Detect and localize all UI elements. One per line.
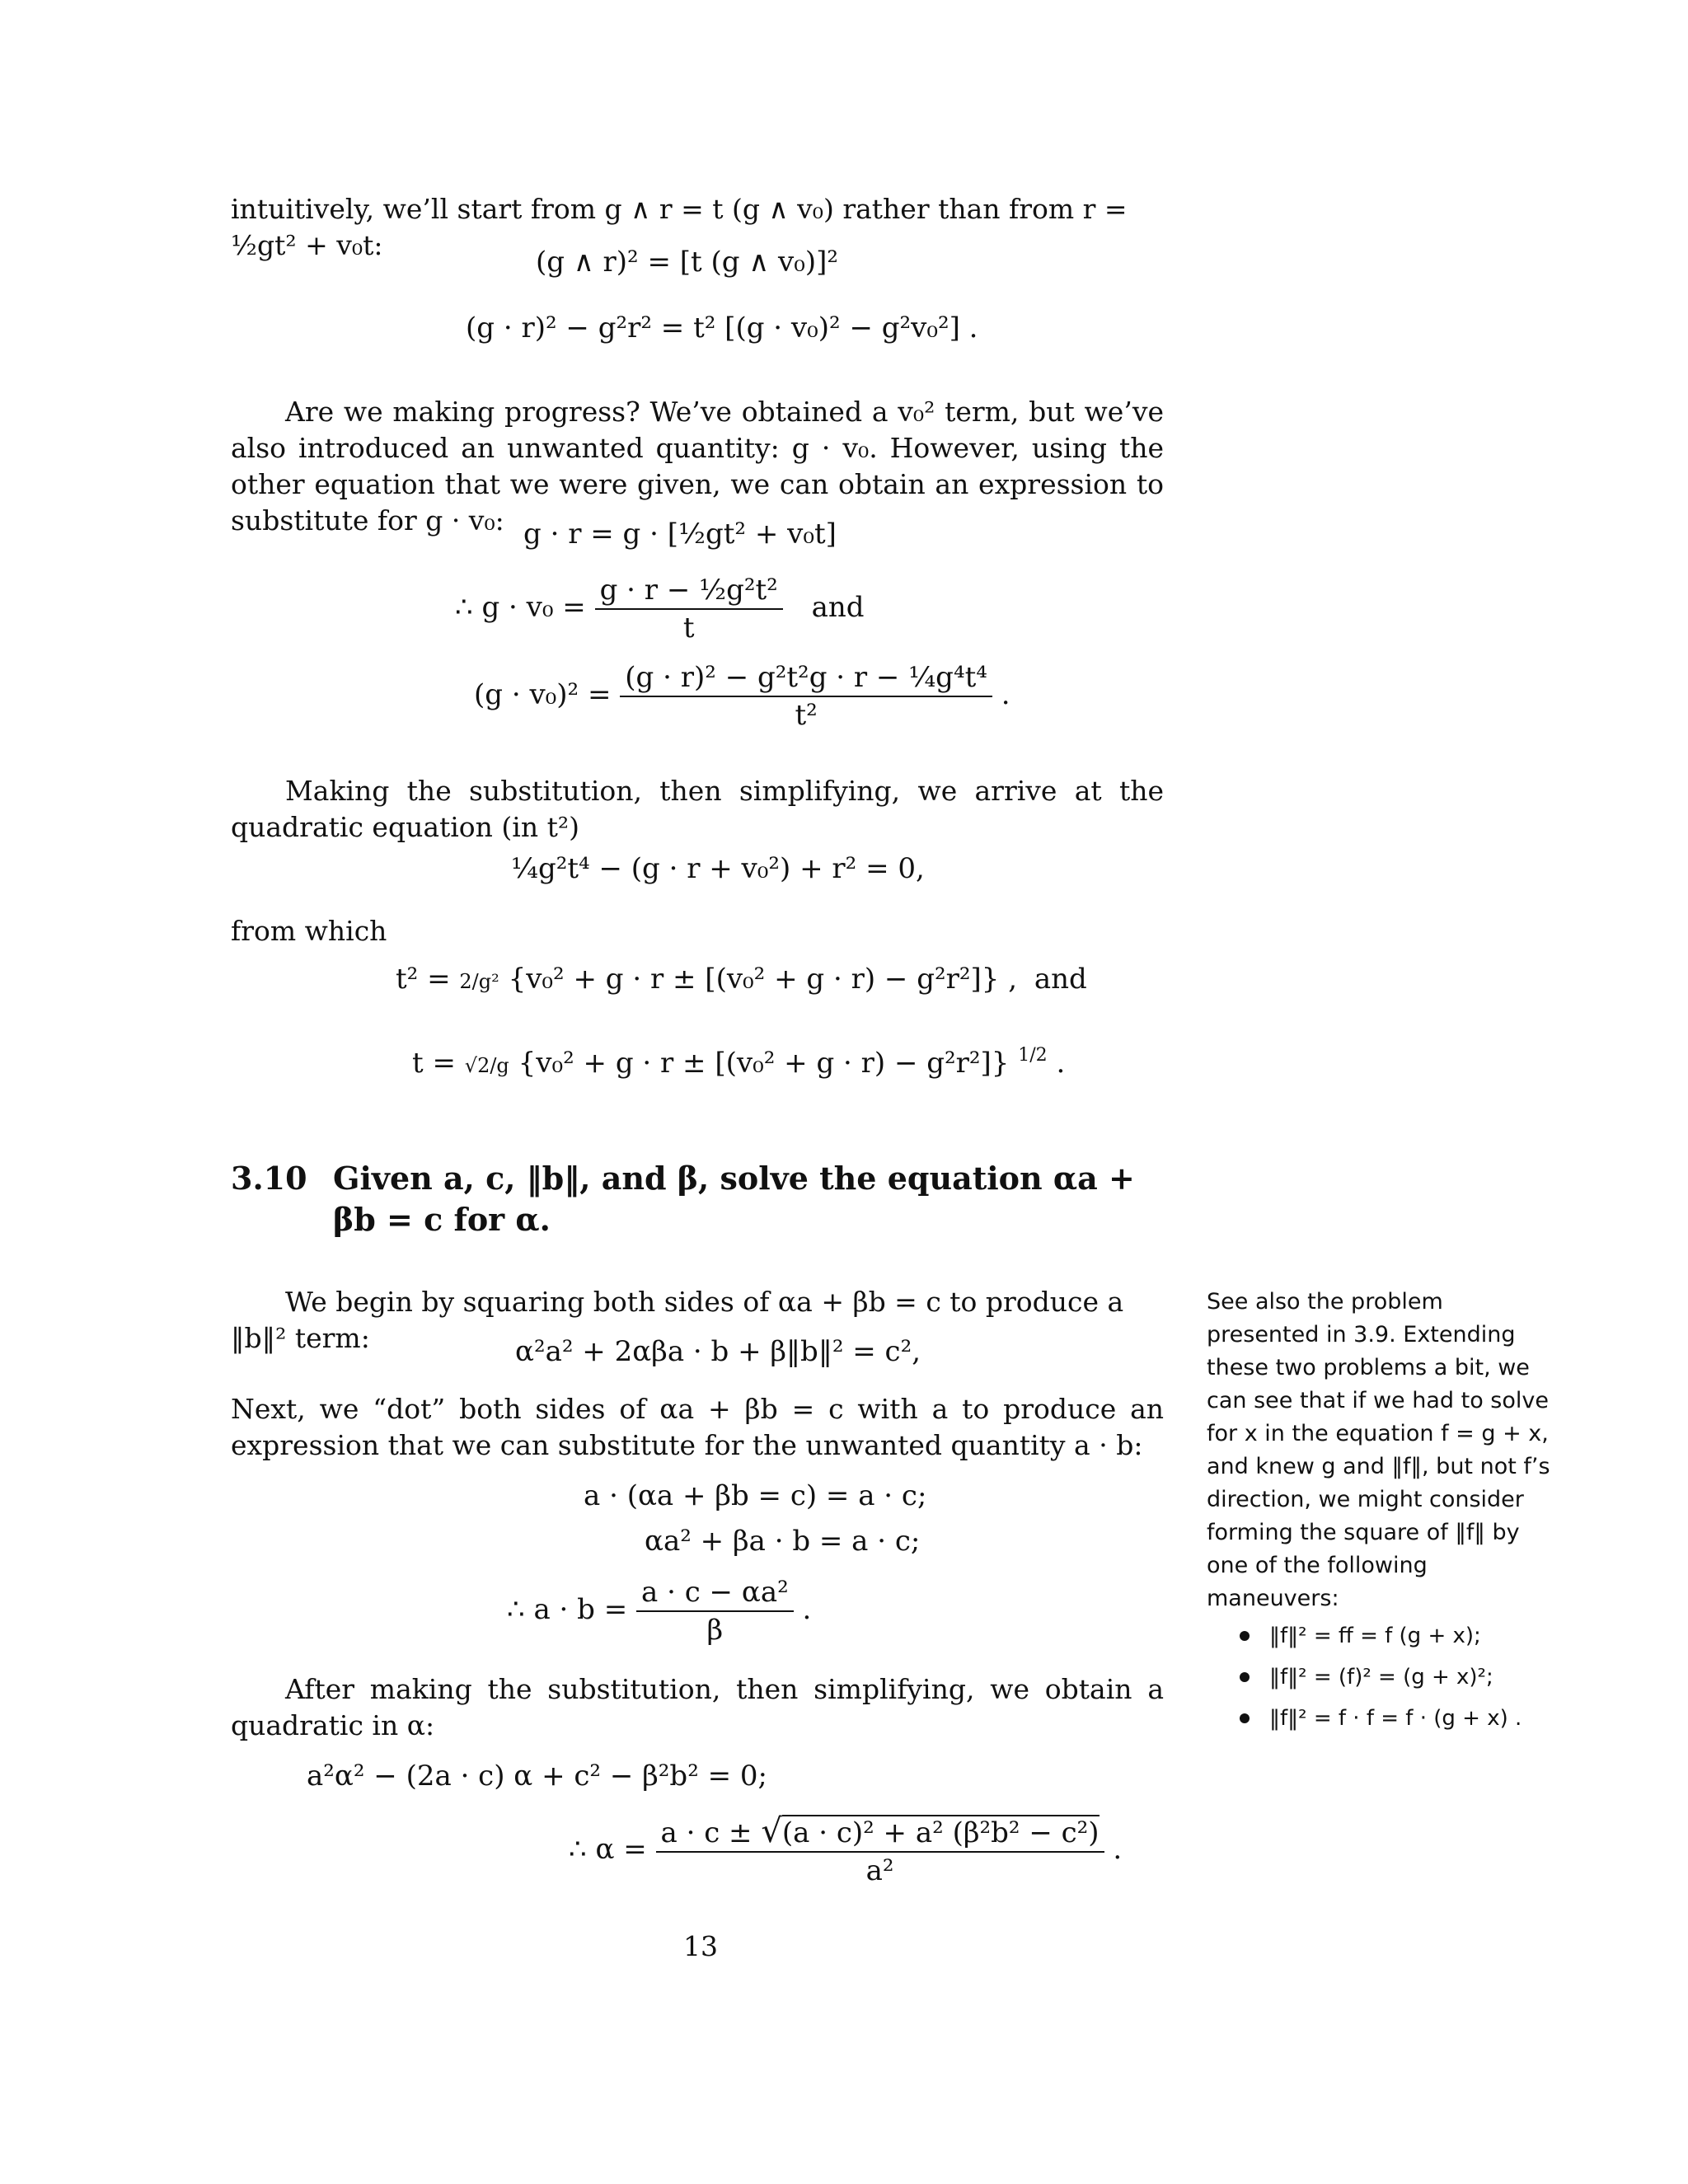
list-item-text: ‖f‖² = (f)² = (g + x)²; (1269, 1665, 1493, 1690)
fraction (656, 1813, 1104, 1889)
equation-wedge-squared (536, 246, 838, 279)
fraction-denominator: a² (865, 1854, 894, 1887)
equation-line: (g · r)² − g²r² = t² [(g · v₀)² − g²v₀²] . (466, 312, 978, 344)
fraction (595, 572, 783, 646)
equation-quadratic-t2 (511, 852, 925, 885)
equation-line: g · r = g · [½gt² + v₀t] (523, 518, 837, 551)
equation-alpha-solution (569, 1813, 1122, 1889)
equation-body: {v₀² + g · r ± [(v₀² + g · r) − g²r²]} (518, 1047, 1010, 1080)
page-number-text: 13 (683, 1930, 718, 1962)
section-number: 3.10 (231, 1160, 307, 1197)
equation-g-dot-v0 (455, 572, 865, 646)
equation-dot-line1 (584, 1479, 926, 1512)
equation-g-dot-r (523, 518, 837, 551)
radicand: (a · c)² + a² (β²b² − c²) (781, 1816, 1100, 1849)
equation-punctuation: . (802, 1593, 812, 1626)
equation-conjunction: and (811, 591, 865, 624)
margin-note-text: See also the problem presented in 3.9. Extending these two problems a bit, we can see that if we had to solve for x in the equation f = g + x, and knew g and ‖f‖, but not f’s direction, we might consider forming the square of ‖f‖ by one of the following maneuvers: (1207, 1289, 1550, 1611)
fraction-numerator: g · r − ½g²t² (595, 572, 783, 610)
equation-dot-line2 (645, 1525, 920, 1558)
equation-squared-sides (515, 1335, 921, 1368)
fraction (636, 1574, 794, 1648)
equation-lhs: t = (412, 1047, 456, 1080)
equation-punctuation: . (1056, 1047, 1066, 1080)
equation-line: a²α² − (2a · c) α + c² − β²b² = 0; (307, 1760, 768, 1793)
equation-line: a · (αa + βb = c) = a · c; (584, 1479, 927, 1512)
equation-line: α²a² + 2αβa · b + β‖b‖² = c², (515, 1335, 921, 1368)
square-root-icon: √ (761, 1812, 782, 1850)
paragraph-text: After making the substitution, then simplifying, we obtain a quadratic in α: (231, 1673, 1164, 1741)
equation-lhs: ∴ g · v₀ = (455, 591, 586, 624)
margin-note (1207, 1286, 1553, 1615)
equation-line: αa² + βa · b = a · c; (645, 1525, 921, 1558)
equation-t-squared (396, 963, 1087, 996)
equation-g-dot-v0-squared: (g · v₀)² = $\frac{\text{(g · r)² − g²t²g · r − ¼g⁴t⁴}}{\text{t²}}$ . (474, 661, 1010, 732)
from-which-text (231, 913, 1164, 949)
fraction-numerator (656, 1813, 1104, 1853)
equation-conjunction: and (1034, 963, 1087, 996)
page-number (0, 1930, 1401, 1962)
equation-lhs: t² = (396, 963, 451, 996)
equation-coefficient: 2/g² (459, 970, 499, 993)
equation-alpha-quadratic (307, 1760, 767, 1793)
list-item (1236, 1615, 1522, 1657)
paragraph-dot (231, 1391, 1164, 1464)
list-item-text: ‖f‖² = f · f = f · (g + x) . (1269, 1706, 1522, 1731)
fraction-numerator: a · c − αa² (636, 1574, 794, 1612)
equation-exponent: 1/2 (1018, 1045, 1048, 1066)
paragraph-text: Are we making progress? We’ve obtained a v₀² term, but we’ve also introduced an unwanted quantity: g · v₀. However, using the other equation that we were given, we can obtain an expression to substitute for g · v₀: (231, 396, 1164, 537)
equation-line: ¼g²t⁴ − (g · r + v₀²) + r² = 0, (511, 852, 925, 885)
paragraph-substitution (231, 773, 1164, 846)
list-item-text: ‖f‖² = ff = f (g + x); (1269, 1624, 1481, 1648)
equation-coefficient: √2/g (464, 1054, 509, 1077)
margin-bullet-list (1236, 1615, 1522, 1739)
section-title: Given a, c, ‖b‖, and β, solve the equation αa + βb = c for α. (333, 1160, 1135, 1238)
equation-dot-expansion (466, 312, 978, 344)
fraction-denominator: t (682, 612, 695, 644)
fraction-denominator: t² (795, 699, 818, 732)
fraction (620, 659, 992, 733)
equation-body: {v₀² + g · r ± [(v₀² + g · r) − g²r²]} , (508, 963, 1018, 996)
list-item (1236, 1657, 1522, 1698)
fraction-numerator: (g · r)² − g²t²g · r − ¼g⁴t⁴ (620, 659, 992, 697)
paragraph-text: We begin by squaring both sides of αa + βb = c to produce a ‖b‖² term: (231, 1286, 1124, 1354)
equation-line: (g ∧ r)² = [t (g ∧ v₀)]² (536, 246, 839, 279)
list-item (1236, 1698, 1522, 1739)
paragraph-text: Making the substitution, then simplifying, we arrive at the quadratic equation (in t²) (231, 775, 1164, 843)
equation-lhs: ∴ a · b = (507, 1593, 628, 1626)
intro-line-text: intuitively, we’ll start from g ∧ r = t (g ∧ v₀) rather than from r = ½gt² + v₀t: (231, 193, 1128, 261)
fraction-denominator: β (706, 1614, 724, 1647)
paragraph-quadratic-alpha (231, 1671, 1164, 1744)
paragraph-text: from which (231, 915, 387, 947)
equation-a-dot-b (507, 1574, 811, 1648)
equation-punctuation: . (1113, 1833, 1123, 1866)
numerator-prefix: a · c ± (660, 1816, 753, 1849)
paragraph-text: Next, we “dot” both sides of αa + βb = c with a to produce an expression that we can substitute for the unwanted quantity a · b: (231, 1393, 1164, 1461)
equation-lhs: ∴ α = (569, 1833, 647, 1866)
equation-lhs: (g · v₀)² = (474, 678, 612, 711)
equation-t (412, 1045, 1065, 1080)
